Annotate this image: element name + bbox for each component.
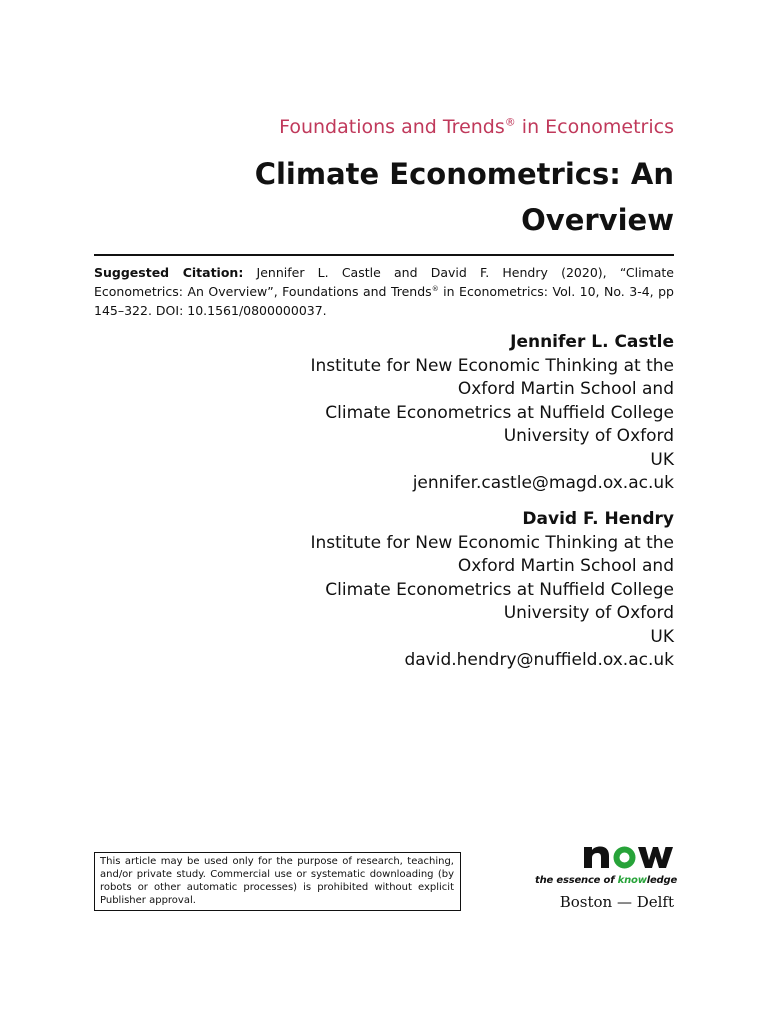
article-title: Climate Econometrics: An Overview	[254, 157, 674, 237]
author-name: David F. Hendry	[522, 509, 674, 529]
publisher-locations: Boston — Delft	[559, 893, 674, 911]
publisher-tagline	[535, 875, 677, 886]
author-name: Jennifer L. Castle	[510, 332, 674, 352]
series-name: Foundations and Trends	[279, 116, 505, 138]
registered-mark: ®	[504, 115, 516, 129]
affiliation-line: Climate Econometrics at Nuffield College	[325, 402, 674, 423]
now-logo-icon	[536, 838, 676, 872]
series-suffix: in Econometrics	[515, 116, 674, 138]
affiliation-line: University of Oxford	[503, 603, 674, 623]
usage-notice: This article may be used only for the purpose of research, teaching, and/or private study. Commercial use or systematic downloading (by robots or other automatic processes) is prohibited without explicit Publisher approval.	[94, 852, 461, 911]
author-block	[154, 331, 674, 496]
author-block	[154, 508, 674, 673]
affiliation-line: UK	[650, 449, 674, 470]
affiliation-line: Climate Econometrics at Nuffield College	[325, 579, 674, 600]
affiliation-line: UK	[650, 626, 674, 647]
author-email: david.hendry@nuffield.ox.ac.uk	[404, 650, 674, 670]
tagline-start: the essence of	[535, 875, 618, 886]
author-email: jennifer.castle@magd.ox.ac.uk	[412, 473, 674, 493]
title-rule	[94, 254, 674, 256]
affiliation-line: University of Oxford	[503, 426, 674, 446]
tagline-end: ledge	[646, 875, 678, 886]
suggested-citation	[94, 263, 674, 320]
citation-text: Jennifer L. Castle and David F. Hendry (2020), “Climate Econometrics: An Overview”, Foundations and Trends	[94, 265, 674, 299]
citation-text-rest: in Econometrics: Vol. 10, No. 3-4, pp 145–322. DOI: 10.1561/0800000037.	[94, 284, 674, 318]
citation-label: Suggested Citation:	[94, 265, 244, 280]
now-publishers-logo	[536, 838, 676, 872]
affiliation-line: Institute for New Economic Thinking at the	[310, 532, 674, 553]
tagline-accent: know	[617, 875, 647, 886]
citation-registered-mark: ®	[431, 284, 439, 293]
affiliation-line: Oxford Martin School and	[457, 556, 674, 576]
series-title	[279, 116, 674, 138]
affiliation-line: Institute for New Economic Thinking at the	[310, 355, 674, 376]
affiliation-line: Oxford Martin School and	[457, 379, 674, 399]
